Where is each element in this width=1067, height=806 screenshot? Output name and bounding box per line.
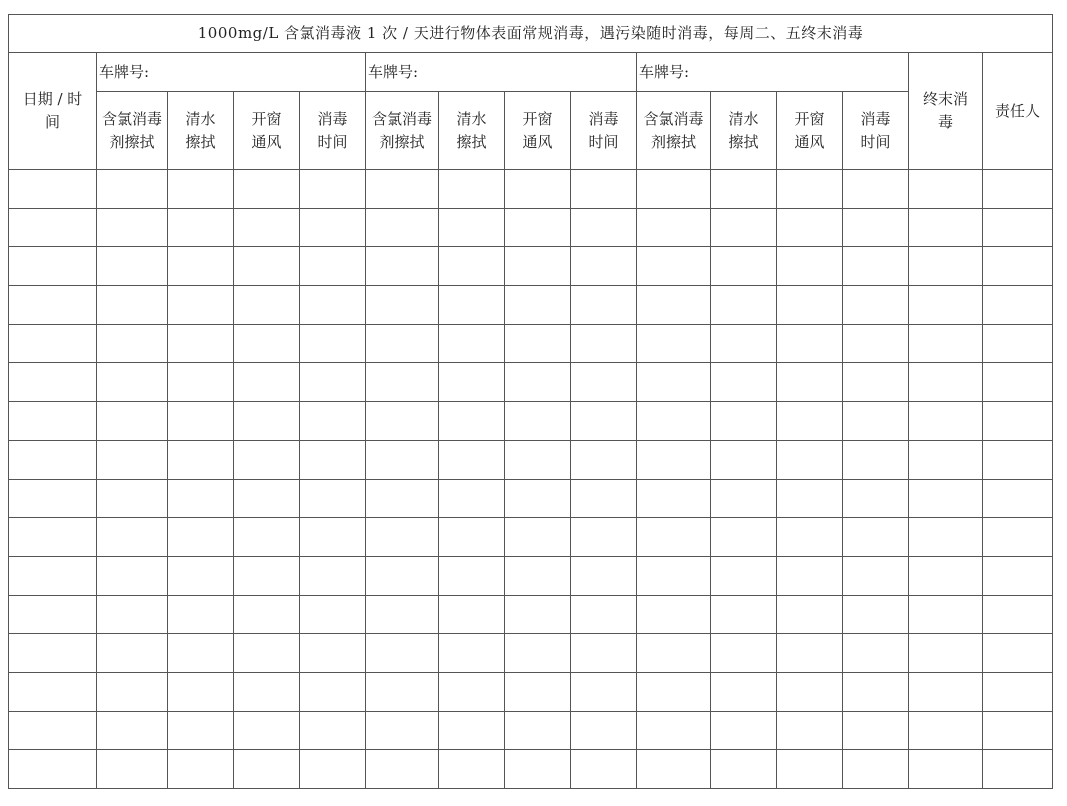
table-cell[interactable]	[571, 595, 637, 634]
table-cell[interactable]	[300, 170, 366, 209]
table-cell[interactable]	[711, 672, 777, 711]
table-cell[interactable]	[571, 634, 637, 673]
table-cell[interactable]	[505, 518, 571, 557]
table-cell[interactable]	[300, 750, 366, 789]
table-cell[interactable]	[168, 440, 234, 479]
table-cell[interactable]	[366, 208, 439, 247]
table-cell[interactable]	[983, 363, 1053, 402]
table-cell[interactable]	[711, 286, 777, 325]
table-cell[interactable]	[983, 170, 1053, 209]
table-cell[interactable]	[168, 286, 234, 325]
table-cell[interactable]	[439, 634, 505, 673]
table-cell[interactable]	[366, 402, 439, 441]
table-cell[interactable]	[909, 170, 983, 209]
table-cell[interactable]	[777, 595, 843, 634]
table-cell[interactable]	[234, 595, 300, 634]
table-row	[9, 750, 1053, 789]
table-cell[interactable]	[637, 750, 711, 789]
table-cell[interactable]	[637, 595, 711, 634]
table-cell[interactable]	[168, 208, 234, 247]
table-row	[9, 170, 1053, 209]
table-cell[interactable]	[637, 479, 711, 518]
table-cell[interactable]	[97, 324, 168, 363]
table-cell[interactable]	[637, 711, 711, 750]
table-cell[interactable]	[168, 170, 234, 209]
table-cell[interactable]	[983, 518, 1053, 557]
vehicle-3-plate-label: 车牌号:	[637, 53, 909, 92]
table-cell[interactable]	[637, 363, 711, 402]
table-cell[interactable]	[97, 247, 168, 286]
table-cell[interactable]	[637, 247, 711, 286]
table-cell[interactable]	[777, 402, 843, 441]
table-row	[9, 402, 1053, 441]
table-cell[interactable]	[439, 556, 505, 595]
table-cell[interactable]	[711, 402, 777, 441]
table-cell[interactable]	[439, 402, 505, 441]
table-cell[interactable]	[711, 440, 777, 479]
table-cell[interactable]	[366, 711, 439, 750]
vehicle-header-row	[9, 53, 1053, 92]
table-cell[interactable]	[505, 711, 571, 750]
table-cell[interactable]	[234, 634, 300, 673]
table-cell[interactable]	[366, 170, 439, 209]
table-cell[interactable]	[983, 440, 1053, 479]
table-cell[interactable]	[97, 479, 168, 518]
v2-ventilation-label: 开窗通风	[522, 109, 553, 151]
table-cell[interactable]	[637, 518, 711, 557]
table-cell[interactable]	[505, 286, 571, 325]
table-cell[interactable]	[711, 208, 777, 247]
v2-water-wipe-header	[439, 92, 505, 170]
table-cell[interactable]	[983, 402, 1053, 441]
v2-disinfection-time-label: 消毒时间	[588, 109, 619, 151]
table-cell[interactable]	[168, 711, 234, 750]
title-row	[9, 15, 1053, 53]
table-row	[9, 208, 1053, 247]
table-cell[interactable]	[97, 363, 168, 402]
terminal-disinfection-header	[909, 53, 983, 170]
table-row	[9, 286, 1053, 325]
table-cell[interactable]	[234, 479, 300, 518]
table-cell[interactable]	[300, 556, 366, 595]
date-time-header	[9, 53, 97, 170]
table-cell[interactable]	[505, 324, 571, 363]
table-cell[interactable]	[168, 672, 234, 711]
table-cell[interactable]	[9, 595, 97, 634]
table-cell[interactable]	[9, 634, 97, 673]
v1-disinfection-time-header	[300, 92, 366, 170]
table-cell[interactable]	[843, 556, 909, 595]
table-cell[interactable]	[711, 556, 777, 595]
responsible-person-header	[983, 53, 1053, 170]
table-cell[interactable]	[843, 247, 909, 286]
table-cell[interactable]	[300, 711, 366, 750]
table-cell[interactable]	[300, 634, 366, 673]
table-row	[9, 247, 1053, 286]
table-row	[9, 518, 1053, 557]
table-body	[9, 15, 1053, 789]
table-cell[interactable]	[366, 556, 439, 595]
table-cell[interactable]	[366, 363, 439, 402]
table-cell[interactable]	[97, 672, 168, 711]
table-cell[interactable]	[97, 518, 168, 557]
table-cell[interactable]	[571, 672, 637, 711]
v1-ventilation-label: 开窗通风	[251, 109, 282, 151]
table-cell[interactable]	[983, 208, 1053, 247]
table-cell[interactable]	[9, 286, 97, 325]
table-cell[interactable]	[366, 518, 439, 557]
table-cell[interactable]	[843, 286, 909, 325]
table-cell[interactable]	[9, 479, 97, 518]
table-cell[interactable]	[439, 595, 505, 634]
table-cell[interactable]	[983, 595, 1053, 634]
v3-water-wipe-label: 清水擦拭	[728, 109, 759, 151]
table-cell[interactable]	[983, 750, 1053, 789]
v1-ventilation-header	[234, 92, 300, 170]
table-cell[interactable]	[909, 363, 983, 402]
table-cell[interactable]	[505, 440, 571, 479]
table-cell[interactable]	[843, 479, 909, 518]
table-cell[interactable]	[843, 518, 909, 557]
table-cell[interactable]	[637, 170, 711, 209]
table-cell[interactable]	[983, 634, 1053, 673]
v3-disinfection-time-label: 消毒时间	[860, 109, 891, 151]
table-cell[interactable]	[9, 247, 97, 286]
table-cell[interactable]	[505, 556, 571, 595]
table-cell[interactable]	[234, 363, 300, 402]
table-cell[interactable]	[97, 286, 168, 325]
table-cell[interactable]	[439, 208, 505, 247]
date-time-header-label: 日期 / 时间	[22, 90, 83, 131]
table-row	[9, 479, 1053, 518]
table-cell[interactable]	[439, 711, 505, 750]
table-cell[interactable]	[571, 711, 637, 750]
table-cell[interactable]	[366, 634, 439, 673]
table-cell[interactable]	[983, 479, 1053, 518]
table-cell[interactable]	[909, 672, 983, 711]
table-cell[interactable]	[983, 247, 1053, 286]
table-cell[interactable]	[505, 634, 571, 673]
table-cell[interactable]	[843, 750, 909, 789]
table-cell[interactable]	[234, 518, 300, 557]
table-cell[interactable]	[234, 170, 300, 209]
table-cell[interactable]	[571, 324, 637, 363]
terminal-disinfection-label: 终末消毒	[922, 90, 968, 131]
table-cell[interactable]	[234, 750, 300, 789]
table-cell[interactable]	[97, 634, 168, 673]
responsible-person-label: 责任人	[994, 101, 1040, 120]
table-cell[interactable]	[711, 324, 777, 363]
table-cell[interactable]	[439, 440, 505, 479]
table-cell[interactable]	[168, 363, 234, 402]
table-cell[interactable]	[777, 208, 843, 247]
table-cell[interactable]	[983, 711, 1053, 750]
table-cell[interactable]	[909, 208, 983, 247]
table-row	[9, 711, 1053, 750]
table-cell[interactable]	[9, 363, 97, 402]
table-cell[interactable]	[168, 247, 234, 286]
vehicle-1-plate-label: 车牌号:	[97, 53, 366, 92]
table-cell[interactable]	[168, 518, 234, 557]
table-cell[interactable]	[909, 711, 983, 750]
table-cell[interactable]	[505, 402, 571, 441]
table-cell[interactable]	[777, 750, 843, 789]
table-row	[9, 324, 1053, 363]
table-cell[interactable]	[711, 518, 777, 557]
table-cell[interactable]	[637, 208, 711, 247]
v3-ventilation-label: 开窗通风	[794, 109, 825, 151]
table-cell[interactable]	[300, 286, 366, 325]
table-cell[interactable]	[9, 208, 97, 247]
table-cell[interactable]	[777, 363, 843, 402]
table-row	[9, 595, 1053, 634]
table-row	[9, 363, 1053, 402]
table-cell[interactable]	[637, 286, 711, 325]
table-row	[9, 556, 1053, 595]
table-cell[interactable]	[97, 711, 168, 750]
table-cell[interactable]	[571, 247, 637, 286]
v2-disinfection-time-header	[571, 92, 637, 170]
table-cell[interactable]	[909, 634, 983, 673]
table-cell[interactable]	[983, 324, 1053, 363]
table-cell[interactable]	[9, 711, 97, 750]
table-cell[interactable]	[571, 363, 637, 402]
table-cell[interactable]	[300, 595, 366, 634]
table-cell[interactable]	[300, 440, 366, 479]
table-cell[interactable]	[439, 518, 505, 557]
table-cell[interactable]	[637, 672, 711, 711]
table-cell[interactable]	[505, 750, 571, 789]
table-cell[interactable]	[234, 208, 300, 247]
table-cell[interactable]	[909, 479, 983, 518]
disinfection-log-table	[8, 14, 1053, 789]
table-cell[interactable]	[505, 479, 571, 518]
table-cell[interactable]	[571, 402, 637, 441]
table-cell[interactable]	[9, 518, 97, 557]
table-cell[interactable]	[777, 518, 843, 557]
v2-ventilation-header	[505, 92, 571, 170]
table-cell[interactable]	[843, 363, 909, 402]
table-cell[interactable]	[300, 479, 366, 518]
table-cell[interactable]	[366, 324, 439, 363]
table-cell[interactable]	[711, 634, 777, 673]
sub-header-row	[9, 92, 1053, 170]
table-cell[interactable]	[366, 247, 439, 286]
table-cell[interactable]	[571, 556, 637, 595]
v3-chlorine-wipe-label: 含氯消毒剂擦拭	[643, 109, 704, 151]
table-cell[interactable]	[9, 440, 97, 479]
table-cell[interactable]	[9, 750, 97, 789]
table-cell[interactable]	[777, 324, 843, 363]
v1-chlorine-wipe-label: 含氯消毒剂擦拭	[101, 109, 162, 151]
table-cell[interactable]	[909, 286, 983, 325]
table-cell[interactable]	[168, 595, 234, 634]
table-cell[interactable]	[571, 286, 637, 325]
table-row	[9, 440, 1053, 479]
table-cell[interactable]	[97, 440, 168, 479]
table-cell[interactable]	[843, 324, 909, 363]
table-cell[interactable]	[843, 440, 909, 479]
table-cell[interactable]	[843, 402, 909, 441]
vehicle-2-plate-label: 车牌号:	[366, 53, 637, 92]
table-cell[interactable]	[234, 247, 300, 286]
table-cell[interactable]	[439, 286, 505, 325]
v1-water-wipe-header	[168, 92, 234, 170]
table-cell[interactable]	[843, 711, 909, 750]
table-cell[interactable]	[300, 402, 366, 441]
v1-chlorine-wipe-header	[97, 92, 168, 170]
table-cell[interactable]	[366, 479, 439, 518]
table-cell[interactable]	[366, 750, 439, 789]
table-cell[interactable]	[571, 208, 637, 247]
table-cell[interactable]	[505, 363, 571, 402]
table-cell[interactable]	[777, 672, 843, 711]
table-cell[interactable]	[777, 286, 843, 325]
table-cell[interactable]	[439, 363, 505, 402]
table-cell[interactable]	[777, 440, 843, 479]
table-cell[interactable]	[571, 479, 637, 518]
table-cell[interactable]	[505, 672, 571, 711]
table-cell[interactable]	[300, 363, 366, 402]
table-cell[interactable]	[439, 247, 505, 286]
table-cell[interactable]	[439, 324, 505, 363]
v2-chlorine-wipe-header	[366, 92, 439, 170]
table-cell[interactable]	[234, 672, 300, 711]
table-cell[interactable]	[909, 518, 983, 557]
table-cell[interactable]	[909, 595, 983, 634]
table-cell[interactable]	[300, 672, 366, 711]
table-cell[interactable]	[711, 750, 777, 789]
table-cell[interactable]	[637, 440, 711, 479]
table-cell[interactable]	[9, 672, 97, 711]
table-cell[interactable]	[637, 402, 711, 441]
table-cell[interactable]	[300, 208, 366, 247]
table-cell[interactable]	[843, 208, 909, 247]
table-cell[interactable]	[571, 170, 637, 209]
table-title: 1000mg/L 含氯消毒液 1 次 / 天进行物体表面常规消毒，遇污染随时消毒，每周二、五终末消毒	[9, 15, 1053, 53]
table-cell[interactable]	[300, 247, 366, 286]
table-cell[interactable]	[366, 286, 439, 325]
table-cell[interactable]	[637, 634, 711, 673]
table-cell[interactable]	[909, 750, 983, 789]
table-cell[interactable]	[843, 170, 909, 209]
table-cell[interactable]	[711, 479, 777, 518]
table-row	[9, 672, 1053, 711]
v1-disinfection-time-label: 消毒时间	[317, 109, 348, 151]
table-cell[interactable]	[637, 556, 711, 595]
table-cell[interactable]	[9, 556, 97, 595]
v2-chlorine-wipe-label: 含氯消毒剂擦拭	[371, 109, 432, 151]
table-cell[interactable]	[909, 556, 983, 595]
table-cell[interactable]	[300, 518, 366, 557]
table-cell[interactable]	[909, 440, 983, 479]
table-cell[interactable]	[505, 595, 571, 634]
table-cell[interactable]	[97, 402, 168, 441]
table-cell[interactable]	[505, 170, 571, 209]
table-cell[interactable]	[983, 556, 1053, 595]
v2-water-wipe-label: 清水擦拭	[456, 109, 487, 151]
table-cell[interactable]	[234, 324, 300, 363]
table-cell[interactable]	[711, 247, 777, 286]
v3-chlorine-wipe-header	[637, 92, 711, 170]
table-cell[interactable]	[439, 672, 505, 711]
table-cell[interactable]	[711, 711, 777, 750]
table-cell[interactable]	[9, 324, 97, 363]
table-cell[interactable]	[983, 672, 1053, 711]
table-cell[interactable]	[909, 247, 983, 286]
table-cell[interactable]	[439, 170, 505, 209]
table-cell[interactable]	[571, 750, 637, 789]
table-cell[interactable]	[234, 440, 300, 479]
table-cell[interactable]	[983, 286, 1053, 325]
table-cell[interactable]	[366, 595, 439, 634]
table-cell[interactable]	[234, 402, 300, 441]
table-cell[interactable]	[366, 440, 439, 479]
table-cell[interactable]	[9, 402, 97, 441]
table-cell[interactable]	[9, 170, 97, 209]
table-cell[interactable]	[571, 518, 637, 557]
table-cell[interactable]	[777, 634, 843, 673]
table-cell[interactable]	[234, 556, 300, 595]
table-cell[interactable]	[97, 556, 168, 595]
table-cell[interactable]	[571, 440, 637, 479]
table-cell[interactable]	[97, 595, 168, 634]
table-cell[interactable]	[439, 750, 505, 789]
v3-ventilation-header	[777, 92, 843, 170]
table-cell[interactable]	[168, 402, 234, 441]
table-cell[interactable]	[168, 634, 234, 673]
table-cell[interactable]	[97, 750, 168, 789]
v3-water-wipe-header	[711, 92, 777, 170]
table-cell[interactable]	[637, 324, 711, 363]
table-cell[interactable]	[711, 595, 777, 634]
table-cell[interactable]	[168, 556, 234, 595]
table-cell[interactable]	[777, 556, 843, 595]
table-cell[interactable]	[711, 363, 777, 402]
v3-disinfection-time-header	[843, 92, 909, 170]
table-cell[interactable]	[97, 208, 168, 247]
table-cell[interactable]	[843, 634, 909, 673]
table-cell[interactable]	[97, 170, 168, 209]
table-cell[interactable]	[439, 479, 505, 518]
table-cell[interactable]	[168, 479, 234, 518]
table-cell[interactable]	[777, 247, 843, 286]
table-cell[interactable]	[300, 324, 366, 363]
table-cell[interactable]	[843, 595, 909, 634]
table-cell[interactable]	[366, 672, 439, 711]
v1-water-wipe-label: 清水擦拭	[185, 109, 216, 151]
table-cell[interactable]	[505, 208, 571, 247]
table-cell[interactable]	[168, 324, 234, 363]
table-row	[9, 634, 1053, 673]
table-cell[interactable]	[505, 247, 571, 286]
table-cell[interactable]	[777, 479, 843, 518]
table-cell[interactable]	[234, 286, 300, 325]
table-cell[interactable]	[843, 672, 909, 711]
table-cell[interactable]	[909, 402, 983, 441]
table-cell[interactable]	[168, 750, 234, 789]
table-cell[interactable]	[777, 711, 843, 750]
table-cell[interactable]	[234, 711, 300, 750]
table-cell[interactable]	[909, 324, 983, 363]
table-cell[interactable]	[777, 170, 843, 209]
table-cell[interactable]	[711, 170, 777, 209]
